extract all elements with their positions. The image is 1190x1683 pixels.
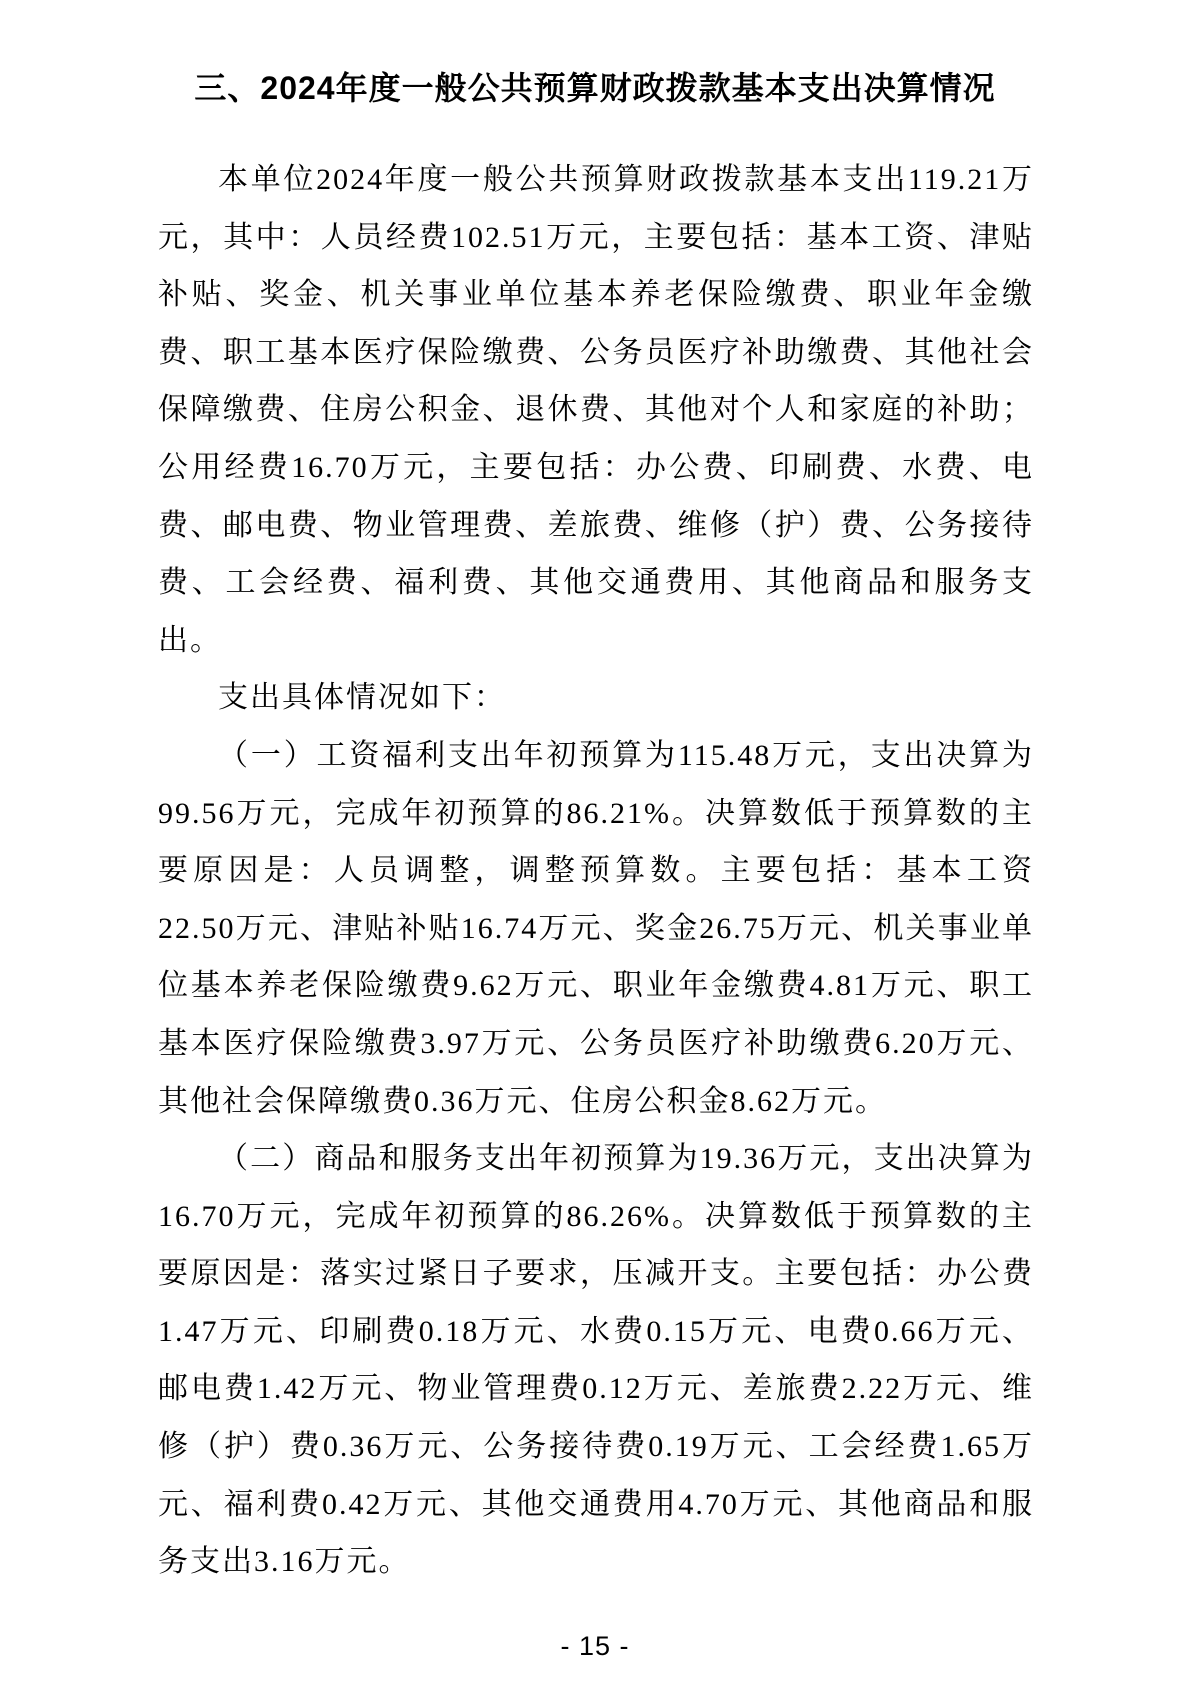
document-body: [158, 151, 1034, 1591]
page-number: - 15 -: [560, 1631, 630, 1661]
paragraph-salary-welfare-expenditure: （一）工资福利支出年初预算为115.48万元，支出决算为99.56万元，完成年初预算的86.21%。决算数低于预算数的主要原因是：人员调整，调整预算数。主要包括：基本工资22.50万元、津贴补贴16.74万元、奖金26.75万元、机关事业单位基本养老保险缴费9.62万元、职业年金缴费4.81万元、职工基本医疗保险缴费3.97万元、公务员医疗补助缴费6.20万元、其他社会保障缴费0.36万元、住房公积金8.62万元。: [158, 738, 1034, 1118]
section-title: 三、2024年度一般公共预算财政拨款基本支出决算情况: [194, 70, 996, 106]
paragraph-basic-expenditure-overview: 本单位2024年度一般公共预算财政拨款基本支出119.21万元，其中：人员经费102.51万元，主要包括：基本工资、津贴补贴、奖金、机关事业单位基本养老保险缴费、职业年金缴费、职工基本医疗保险缴费、公务员医疗补助缴费、其他社会保障缴费、住房公积金、退休费、其他对个人和家庭的补助；公用经费16.70万元，主要包括：办公费、印刷费、水费、电费、邮电费、物业管理费、差旅费、维修（护）费、公务接待费、工会经费、福利费、其他交通费用、其他商品和服务支出。: [158, 163, 1034, 657]
paragraph-details-intro: 支出具体情况如下：: [218, 681, 506, 715]
paragraph-goods-services-expenditure: （二）商品和服务支出年初预算为19.36万元，支出决算为16.70万元，完成年初预算的86.26%。决算数低于预算数的主要原因是：落实过紧日子要求，压减开支。主要包括：办公费1.47万元、印刷费0.18万元、水费0.15万元、电费0.66万元、邮电费1.42万元、物业管理费0.12万元、差旅费2.22万元、维修（护）费0.36万元、公务接待费0.19万元、工会经费1.65万元、福利费0.42万元、其他交通费用4.70万元、其他商品和服务支出3.16万元。: [158, 1142, 1034, 1579]
